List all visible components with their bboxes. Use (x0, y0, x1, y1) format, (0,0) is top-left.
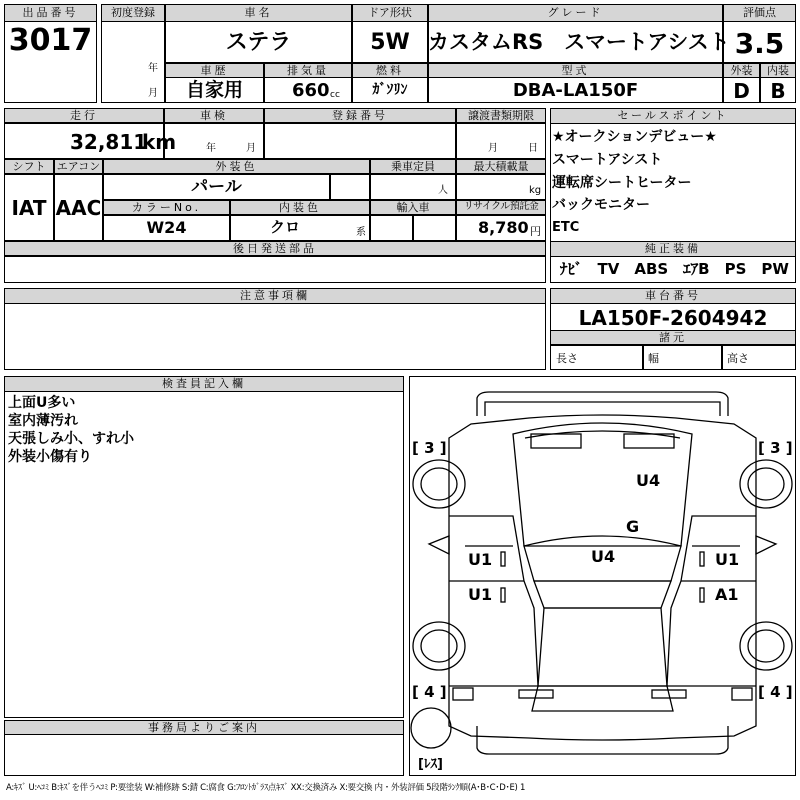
colorno-label: カラーNo. (131, 201, 202, 214)
model-name: ステラ (225, 30, 292, 55)
inspector-line: 外装小傷有り (8, 449, 92, 465)
cc-unit: cc (330, 90, 340, 100)
sales-label: セールスポイント (617, 109, 729, 122)
first-reg-label: 初度登録 (111, 6, 155, 19)
load-unit: kg (529, 185, 542, 196)
equipment-label: 純正装備 (645, 242, 701, 255)
door-value: 5W (370, 30, 410, 55)
mileage-label: 走行 (70, 109, 98, 122)
inspector-line: 上面U多い (8, 395, 76, 411)
import-label: 輸入車 (396, 201, 430, 214)
color-label: 外装色 (215, 160, 258, 173)
load-label: 最大積載量 (473, 160, 529, 173)
inspection-label: 車検 (200, 109, 228, 122)
ext-label: 外装 (730, 64, 753, 77)
capacity-unit: 人 (438, 185, 448, 196)
lot-number: 3017 (8, 23, 93, 58)
cc-value: 660 (292, 80, 330, 101)
mark-roof: U4 (636, 471, 661, 490)
shift-value: IAT (11, 196, 47, 220)
tire-front-left: [ 3 ] (412, 439, 447, 457)
grade-label: グレード (547, 6, 604, 19)
later-parts-label: 後日発送部品 (233, 242, 317, 255)
mark-rear-left-door: U1 (468, 585, 493, 604)
transfer-month: 月 (488, 143, 498, 154)
width-label: 幅 (648, 352, 659, 365)
tire-rear-right: [ 4 ] (758, 683, 793, 701)
month-unit: 月 (148, 88, 158, 99)
transfer-day: 日 (528, 143, 538, 154)
inspector-line: 室内薄汚れ (8, 413, 78, 429)
mark-rear-right-door: U1 (468, 550, 493, 569)
sales-item: ETC (552, 220, 580, 235)
color-value: パール (191, 177, 242, 197)
transfer-label: 譲渡書類期限 (468, 109, 534, 122)
mileage-value: 32,811 (70, 130, 148, 154)
sales-item: 運転席シートヒーター (552, 175, 692, 191)
length-label: 長さ (556, 352, 578, 365)
chassis-number: LA150F-2604942 (578, 306, 768, 330)
car-outline (409, 376, 796, 776)
spare-tire: [ﾚｽ] (418, 757, 443, 772)
fuel-value: ｶﾞｿﾘﾝ (372, 82, 408, 98)
equipment-value: ﾅﾋﾞ TV ABS ｴｱB PS PW (560, 260, 789, 278)
ext-value: D (733, 79, 750, 103)
model-label: 車名 (244, 6, 273, 19)
colorno-value: W24 (146, 218, 187, 237)
history-label: 車歴 (200, 64, 229, 77)
regno-label: 登録番号 (332, 109, 388, 122)
shift-label: シフト (12, 160, 46, 173)
tire-front-right: [ 3 ] (758, 439, 793, 457)
intcolor-value: クロ (269, 218, 300, 236)
cc-label: 排気量 (287, 64, 329, 77)
sales-item: スマートアシスト (552, 152, 663, 168)
height-label: 高さ (727, 352, 749, 365)
sales-item: ★オークションデビュー★ (552, 129, 717, 145)
inspector-line: 天張しみ小、すれ小 (8, 431, 134, 447)
int-value: B (770, 79, 786, 103)
mileage-unit: km (142, 130, 177, 154)
grade-value: カスタムRS スマートアシスト (428, 30, 730, 54)
spec-label: 諸元 (659, 331, 687, 344)
score-value: 3.5 (734, 27, 785, 60)
mark-hood: U4 (591, 547, 616, 566)
year-unit: 年 (148, 63, 158, 74)
door-label: ドア形状 (368, 6, 412, 19)
insp-year: 年 (206, 143, 216, 154)
int-label: 内装 (767, 64, 789, 77)
office-label: 事務局よりご案内 (148, 721, 260, 734)
recycle-label: リサイクル預託金 (463, 201, 539, 212)
recycle-value: 8,780 (478, 218, 529, 237)
mark-front-right-door: U1 (715, 550, 740, 569)
type-value: DBA-LA150F (512, 80, 639, 101)
history-value: 自家用 (185, 79, 243, 101)
inspector-label: 検査員記入欄 (162, 377, 246, 390)
tire-rear-left: [ 4 ] (412, 683, 447, 701)
intcolor-label: 内装色 (279, 201, 321, 214)
ac-value: AAC (55, 196, 102, 220)
intcolor-unit: 系 (356, 227, 366, 238)
legend-text: A:ｷｽﾞ U:ﾍｺﾐ B:ｷｽﾞを伴うﾍｺﾐ P:要塗装 W:補修跡 S:錆 C:腐食 G:ﾌﾛﾝﾄｶﾞﾗｽ点ｷｽﾞ XX:交換済み X:要交換 内・外装評価 5段階ﾗﾝｸ順(A･B･C･D･E) 1 (6, 783, 526, 793)
insp-month: 月 (246, 143, 256, 154)
fuel-label: 燃料 (376, 64, 404, 77)
ac-label: エアコン (56, 160, 101, 173)
capacity-label: 乗車定員 (391, 160, 435, 173)
mark-front-left-door: A1 (715, 585, 739, 604)
sales-item: バックモニター (552, 197, 650, 213)
mark-windshield: G (626, 517, 640, 536)
notes-label: 注意事項欄 (240, 289, 310, 302)
score-label: 評価点 (743, 6, 776, 19)
type-label: 型式 (561, 64, 590, 77)
recycle-unit: 円 (530, 225, 541, 238)
chassis-label: 車台番号 (645, 289, 701, 302)
lot-label: 出品番号 (22, 6, 79, 19)
later-parts-field (4, 256, 546, 283)
